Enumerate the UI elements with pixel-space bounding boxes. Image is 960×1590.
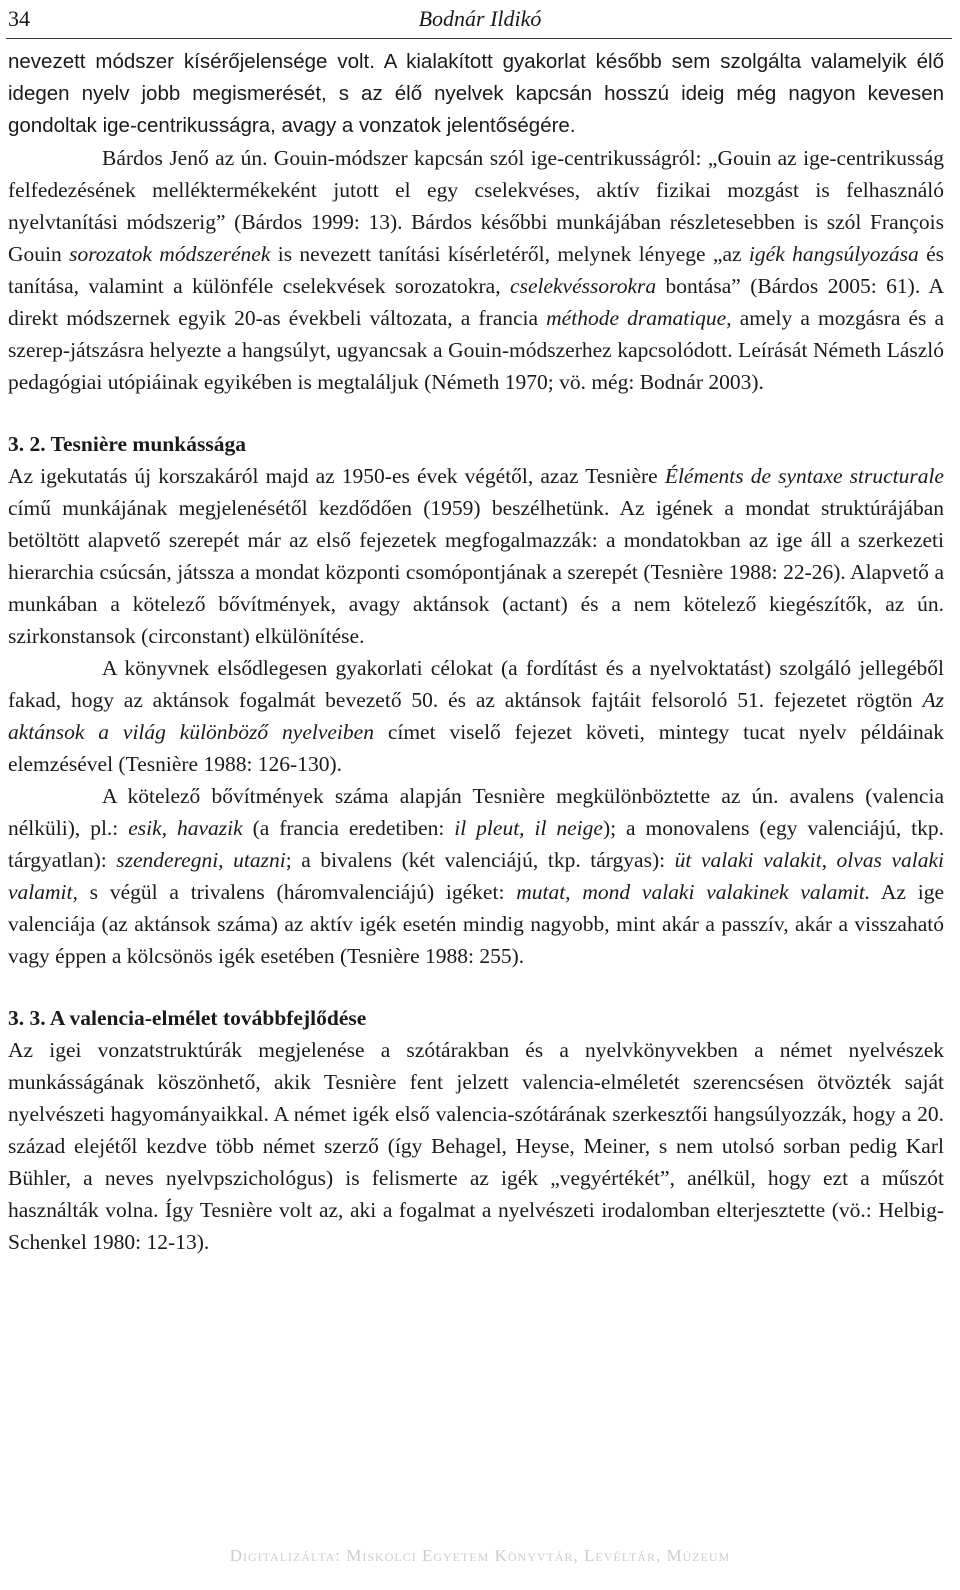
paragraph: Az igei vonzatstruktúrák megjelenése a szótárakban és a nyelvkönyvekben a német nyelvészek munkásságának köszönhető, akik Tesnière fent jelzett valencia-elméletét szerencsésen ötvözték saját nyelvészeti hagyományaikkal. A német igék első valencia-szótárának szerkesztői hangsúlyozzák, hogy a 20. század elejétől kezdve több német szerző (így Behagel, Heyse, Meiner, s nem utolsó sorban pedig Karl Bühler, a neves nyelvpszichológus) is felismerte az igék „vegyértékét”, anélkül, hogy ezt a műszót használták volna. Így Tesnière volt az, aki a fogalmat a nyelvészeti irodalomban elterjesztette (vö.: Helbig-Schenkel 1980: 12-13).	[8, 1038, 944, 1254]
section-heading: 3. 2. Tesnière munkássága	[8, 432, 246, 456]
paragraph: nevezett módszer kísérőjelensége volt. A kialakított gyakorlat később sem szolgálta valamelyik élő idegen nyelv jobb megismerését, s az élő nyelvek kapcsán hosszú ideig még nagyon kevesen gondoltak ige-centrikusságra, avagy a vonzatok jelentőségére.	[8, 50, 944, 137]
paragraph: A kötelező bővítmények száma alapján Tesnière megkülönböztette az ún. avalens (valencia nélküli), pl.: esik, havazik (a francia eredetiben: il pleut, il neige); a monovalens (egy valenciájú, tkp. tárgyatlan): szenderegni, utazni; a bivalens (két valenciájú, tkp. tárgyas): üt valaki valakit, olvas valaki valamit, s végül a trivalens (háromvalenciájú) igéket: mutat, mond valaki valakinek valamit. Az ige valenciája (az aktánsok száma) az aktív igék esetén mindig nagyobb, mint akár a passzív, akár a visszaható vagy éppen a kölcsönös igék esetében (Tesnière 1988: 255).	[8, 784, 945, 968]
page-header	[8, 4, 952, 36]
paragraph: Az igekutatás új korszakáról majd az 1950-es évek végétől, azaz Tesnière Éléments de syntaxe structurale című munkájának megjelenésétől kezdődően (1959) beszélhetünk. Az igének a mondat struktúrájában betöltött alapvető szerepét már az első fejezetek megfogalmazzák: a mondatokban az ige áll a szerkezeti hierarchia csúcsán, játssza a mondat központi csomópontjának a szerepét (Tesnière 1988: 22-26). Alapvető a munkában a kötelező bővítmények, avagy aktánsok (actant) és a nem kötelező kiegészítők, az ún. szirkonstansok (circonstant) elkülönítése.	[8, 464, 944, 648]
running-head: Bodnár Ildikó	[418, 6, 542, 31]
paragraph: Bárdos Jenő az ún. Gouin-módszer kapcsán szól ige-centrikusságról: „Gouin az ige-centrikusság felfedezésének melléktermékeként jutott el egy cselekvéses, aktív fizikai mozgást is felhasználó nyelvtanítási módszerig” (Bárdos 1999: 13). Bárdos későbbi munkájában részletesebben is szól François Gouin sorozatok módszerének is nevezett tanítási kísérletéről, melynek lényege „az igék hangsúlyozása és tanítása, valamint a különféle cselekvések sorozatokra, cselekvéssorokra bontása” (Bárdos 2005: 61). A direkt módszernek egyik 20-as évekbeli változata, a francia méthode dramatique, amely a mozgásra és a szerep-játszásra helyezte a hangsúlyt, ugyancsak a Gouin-módszerhez kapcsolódott. Leírását Németh László pedagógiai utópiáinak egyikében is megtaláljuk (Németh 1970; vö. még: Bodnár 2003).	[8, 146, 945, 394]
paragraph: A könyvnek elsődlegesen gyakorlati célokat (a fordítást és a nyelvoktatást) szolgáló jellegéből fakad, hogy az aktánsok fogalmát bevezető 50. és az aktánsok fajtáit felsoroló 51. fejezetet rögtön Az aktánsok a világ különböző nyelveiben címet viselő fejezet követi, mintegy tucat nyelv példáinak elemzésével (Tesnière 1988: 126-130).	[8, 656, 945, 776]
digitization-watermark: Digitalizálta: Miskolci Egyetem Könyvtár, Levéltár, Múzeum	[229, 1546, 731, 1565]
section-heading: 3. 3. A valencia-elmélet továbbfejlődése	[8, 1006, 367, 1030]
header-rule	[6, 38, 952, 39]
page-number: 34	[8, 6, 30, 31]
body-text	[8, 46, 944, 1258]
